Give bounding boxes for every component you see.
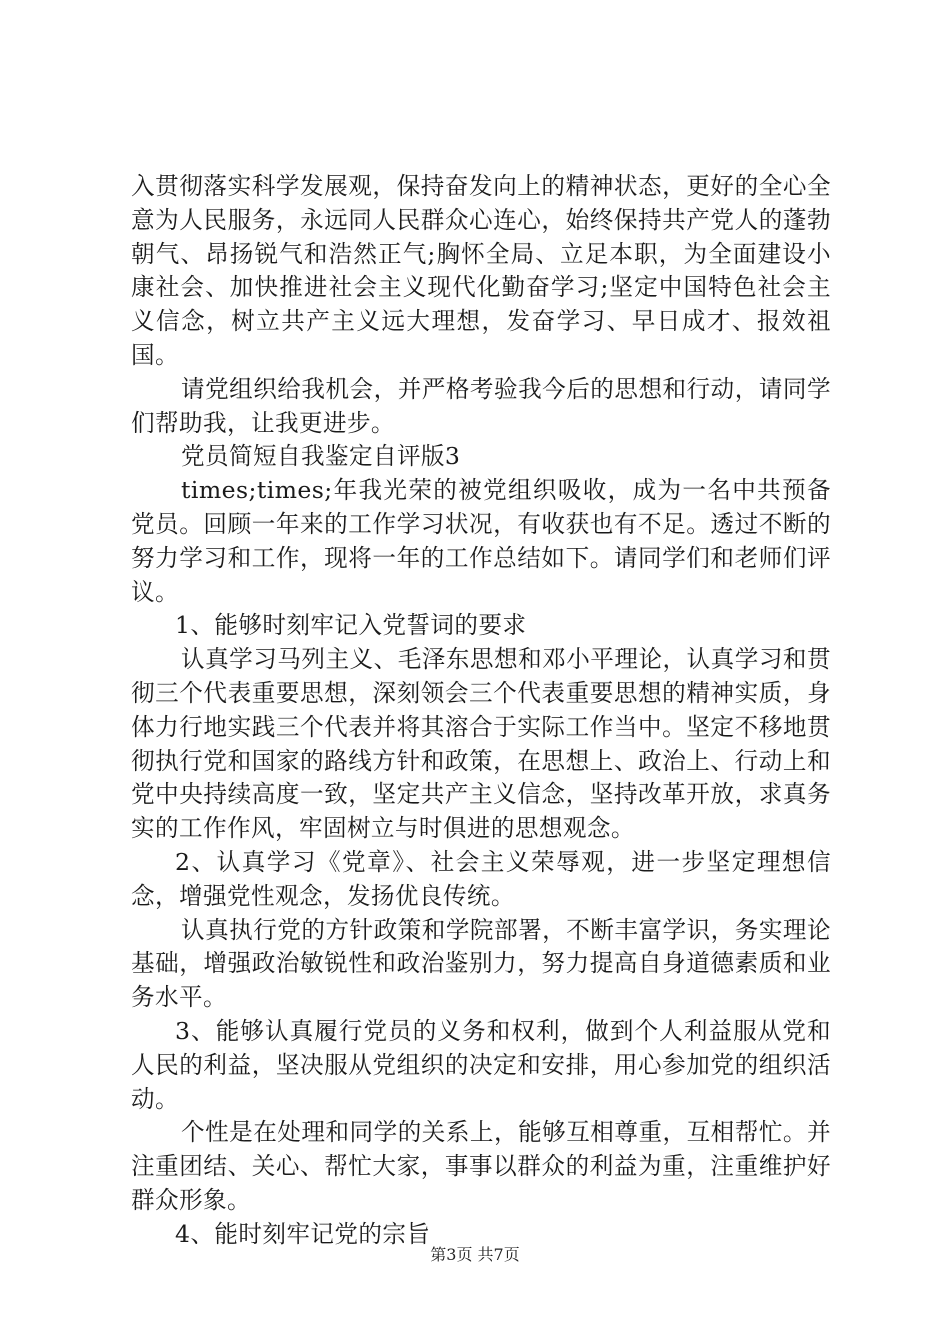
item-heading-4: 4、能时刻牢记党的宗旨 (175, 1219, 431, 1248)
paragraph-intro: times;times;年我光荣的被党组织吸收，成为一名中共预备党员。回顾一年来的工作学习状况，有收获也有不足。透过不断的努力学习和工作，现将一年的工作总结如下。请同学们和老师们评议。 (131, 476, 831, 606)
item-heading-1: 1、能够时刻牢记入党誓词的要求 (175, 611, 527, 640)
document-body (131, 170, 831, 1252)
section-heading: 党员简短自我鉴定自评版3 (181, 442, 461, 471)
paragraph-item-2: 认真执行党的方针政策和学院部署，不断丰富学识，务实理论基础，增强政治敏锐性和政治鉴别力，努力提高自身道德素质和业务水平。 (131, 915, 831, 1012)
paragraph-item-1: 认真学习马列主义、毛泽东思想和邓小平理论，认真学习和贯彻三个代表重要思想，深刻领会三个代表重要思想的精神实质，身体力行地实践三个代表并将其溶合于实际工作当中。坚定不移地贯彻执行党和国家的路线方针和政策，在思想上、政治上、行动上和党中央持续高度一致，坚定共产主义信念，坚持改革开放，求真务实的工作作风，牢固树立与时俱进的思想观念。 (131, 645, 831, 843)
paragraph-request: 请党组织给我机会，并严格考验我今后的思想和行动，请同学们帮助我，让我更进步。 (131, 374, 831, 437)
item-heading-3: 3、能够认真履行党员的义务和权利，做到个人利益服从党和人民的利益，坚决服从党组织的决定和安排，用心参加党的组织活动。 (131, 1016, 831, 1113)
paragraph-continuation: 入贯彻落实科学发展观，保持奋发向上的精神状态，更好的全心全意为人民服务，永远同人民群众心连心，始终保持共产党人的蓬勃朝气、昂扬锐气和浩然正气;胸怀全局、立足本职，为全面建设小康社会、加快推进社会主义现代化勤奋学习;坚定中国特色社会主义信念，树立共产主义远大理想，发奋学习、早日成才、报效祖国。 (131, 172, 831, 369)
paragraph-item-3: 个性是在处理和同学的关系上，能够互相尊重，互相帮忙。并注重团结、关心、帮忙大家，事事以群众的利益为重，注重维护好群众形象。 (131, 1118, 831, 1214)
page-footer: 第3页 共7页 (430, 1245, 520, 1264)
item-heading-2: 2、认真学习《党章》、社会主义荣辱观，进一步坚定理想信念，增强党性观念，发扬优良传统。 (131, 847, 831, 910)
